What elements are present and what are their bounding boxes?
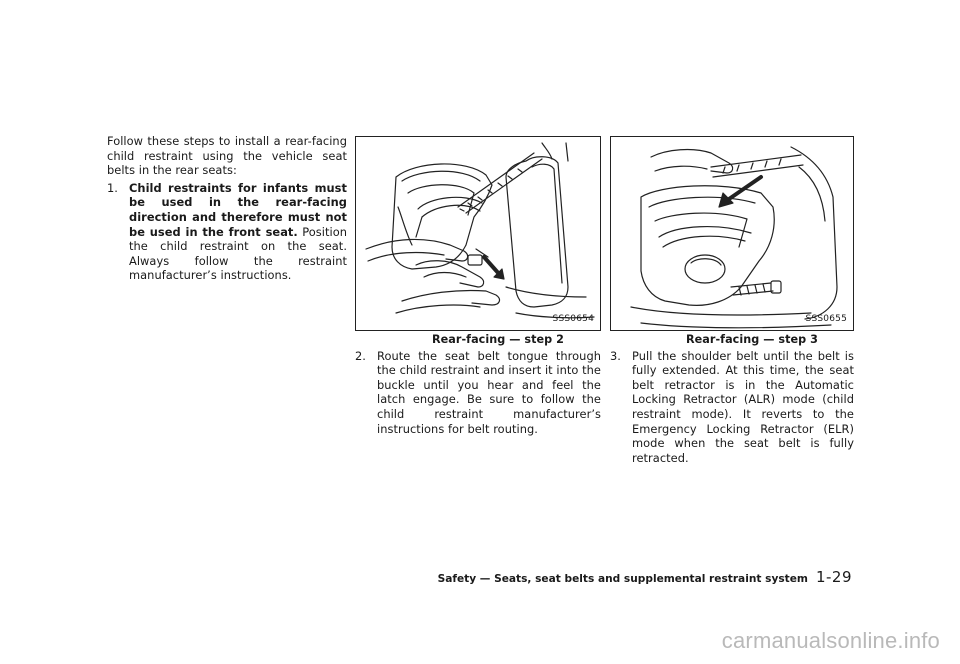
step-1-instruction: Position the child restraint on the seat. Always follow the restraint manufacturer’s instructions.	[129, 224, 347, 283]
step-1	[107, 181, 347, 283]
figure-2-caption: Rear-facing — step 3	[685, 333, 819, 346]
figure-1-code: SSS0654	[552, 314, 594, 325]
page-number: 1-29	[815, 568, 852, 586]
figure-1-caption: Rear-facing — step 2	[431, 333, 565, 346]
figure-2-code: SSS0655	[805, 314, 847, 325]
step-3-number: 3.	[610, 348, 621, 363]
step-2	[355, 349, 601, 437]
step-1-warning: Child restraints for infants must be used in the rear-facing direction and therefore must not be used in the front seat.	[129, 180, 347, 239]
figure-rear-facing-step-2	[355, 136, 601, 331]
column-left	[107, 134, 347, 283]
step-2-number: 2.	[355, 348, 366, 363]
page-footer	[438, 568, 852, 586]
watermark-text: carmanualsonline.info	[721, 628, 940, 653]
step-1-text	[129, 181, 347, 283]
intro-paragraph: Follow these steps to install a rear-facing child restraint using the vehicle seat belts in the rear seats:	[107, 134, 347, 178]
step-2-text: Route the seat belt tongue through the child restraint and insert it into the buckle until you hear and feel the latch engage. Be sure to follow the child restraint manufacturer’s instructions for belt routing.	[377, 348, 601, 436]
footer-section-title: Safety — Seats, seat belts and supplemental restraint system	[437, 573, 808, 585]
column-right	[610, 136, 854, 465]
step-3-text: Pull the shoulder belt until the belt is fully extended. At this time, the seat belt retractor is in the Automatic Locking Retractor (ALR) mode (child restraint mode). It reverts to the Emergency Locking Retractor (ELR) mode when the seat belt is fully retracted.	[632, 348, 854, 465]
illustration-buckle-seat-belt	[356, 137, 601, 331]
step-3	[610, 349, 854, 466]
figure-rear-facing-step-3	[610, 136, 854, 331]
step-1-number: 1.	[107, 180, 118, 195]
column-middle	[355, 136, 601, 436]
illustration-pull-shoulder-belt	[611, 137, 854, 331]
